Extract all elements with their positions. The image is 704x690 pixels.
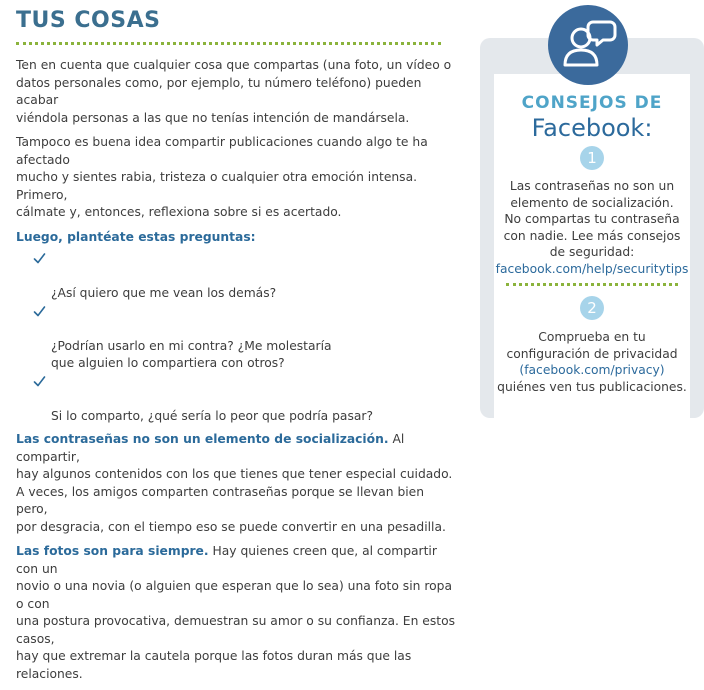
checkmark-icon [33,252,46,265]
question-item [33,373,456,426]
tip-number-badge: 2 [580,296,604,320]
privacy-link[interactable]: (facebook.com/privacy) [519,363,665,377]
passwords-paragraph [16,431,456,536]
sidebar-divider [506,283,678,286]
avatar [548,5,628,85]
photos-body: Hay quienes creen que, al compartir con un novio o una novia (o alguien que esperan que lo sea) una foto sin ropa o con una postura provocativa, demuestran su amor o su confianza. En estos casos, hay que extremar la cautela porque las fotos duran más que las relaciones. [16,544,456,681]
question-item [33,250,456,303]
checkmark-icon [33,305,46,318]
tip-1-body: Las contraseñas no son un elemento de socialización. No compartas tu contraseña con nadie. Lee más consejos de seguridad: [503,179,681,259]
passwords-lead: Las contraseñas no son un elemento de socialización. [16,432,389,446]
photos-lead: Las fotos son para siempre. [16,544,209,558]
question-text: ¿Así quiero que me vean los demás? [51,286,277,300]
question-text: Si lo comparto, ¿qué sería lo peor que podría pasar? [51,408,373,423]
sidebar-heading-facebook: Facebook: [531,114,653,142]
user-speech-bubble-icon [548,5,628,85]
intro-paragraph: Ten en cuenta que cualquier cosa que compartas (una foto, un vídeo o datos personales como, por ejemplo, tu número teléfono) pueden acabar viéndola personas a las que no tenías intención de mandársela. [16,58,452,125]
page-title: TUS COSAS [16,8,161,33]
tip-number-badge: 1 [580,146,604,170]
tip-2-body-before: Comprueba en tu configuración de privacidad [506,330,678,361]
main-content [16,6,456,690]
questions-heading: Luego, plantéate estas preguntas: [16,229,256,244]
passwords-body: Al compartir, hay algunos contenidos con los que tienes que tener especial cuidado. A veces, los amigos comparten contraseñas porque se llevan bien pero, por desgracia, con el tiempo eso se puede convertir en una pesadilla. [16,432,453,534]
security-tips-link[interactable]: facebook.com/help/securitytips [495,261,689,276]
second-paragraph: Tampoco es buena idea compartir publicaciones cuando algo te ha afectado mucho y sientes rabia, tristeza o cualquier otra emoción intensa. Primero, cálmate y, entonces, reflexiona sobre si es acertado. [16,135,428,219]
question-text: ¿Podrían usarlo en mi contra? ¿Me molestaría que alguien lo compartiera con otros? [51,338,332,370]
tip-2-text [494,329,690,395]
title-divider [16,42,441,45]
sidebar-heading-consejos: CONSEJOS DE [521,93,663,113]
checkmark-icon [33,375,46,388]
photos-paragraph [16,543,456,683]
question-item [33,303,456,373]
tip-2-body-after: quiénes ven tus publicaciones. [497,379,687,394]
questions-list [16,250,456,425]
tip-1-text [494,178,690,277]
